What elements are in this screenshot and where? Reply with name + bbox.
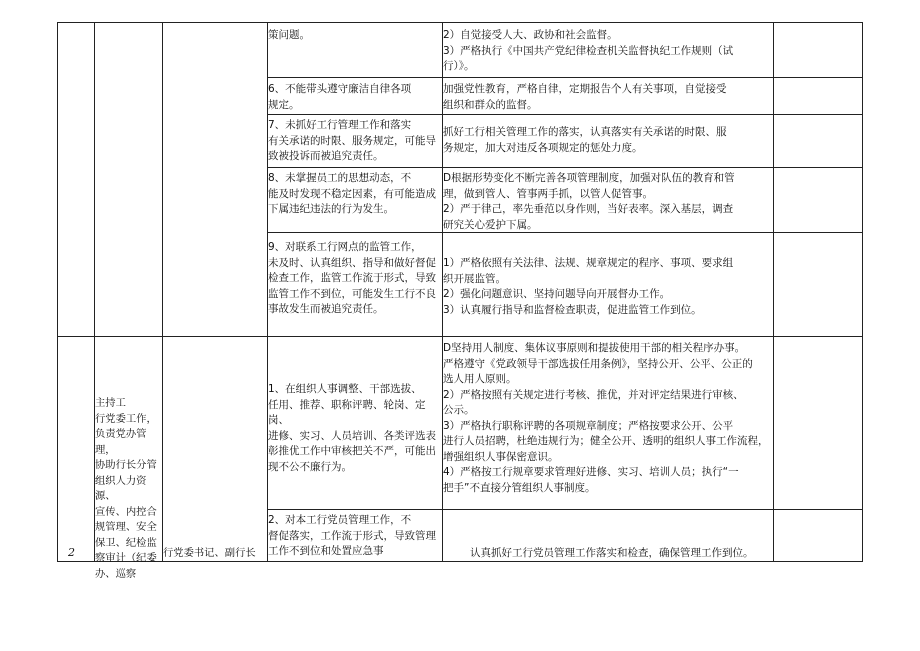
responsibility-text: 主持工 行党委工作， 负责党办管理， 协助行长分管 组织人力资源、 宣传、内控合 规管理、安全 保卫、纪检监 察审计（纪委 办、巡察 xyxy=(95,397,157,580)
risk-text: 7、未抓好工行管理工作和落实 有关承诺的时限、服务规定，可能导 致被投诉而被追究责任。 xyxy=(268,119,436,162)
row-number: 2 xyxy=(68,546,75,559)
measure-text: 1）严格依照有关法律、法规、规章规定的程序、事项、要求组 织开展监管。 2）强化问题意识、坚持问题导向开展督办工作。 3）认真履行指导和监督检查职责，促进监管工作到位。 xyxy=(443,257,734,316)
table-border-left xyxy=(57,22,58,562)
risk-text: 6、不能带头遵守廉洁自律各项 规定。 xyxy=(268,83,412,111)
measure-text: D根据形势变化不断完善各项管理制度，加强对队伍的教育和管 理，做到管人、管事两手抓，以管人促管事。 2）严于律己，率先垂范以身作则，当好表率。深入基层，调查 研究关心爱护下属。 xyxy=(443,172,735,231)
measure-text: D坚持用人制度、集体议事原则和提拔使用干部的相关程序办事。 严格遵守《党政领导干部选拔任用条例》，坚持公开、公平、公正的 选人用人原则。 2）严格按照有关规定进行考核、推优，并对评定结果进行审核、 公示。 3）严格执行职称评聘的各项规章制度；严格按要求公开、公平 进行人员招聘，杜绝违规行为；健全公开、透明的组织人事工作流程， 增强组织人事保密意识。 4）严格按工行规章要求管理好进修、实习、培训人员；执行“一 把手”不直接分管组织人事制度。 xyxy=(443,342,769,494)
row-divider xyxy=(267,509,863,510)
measure-text: 认真抓好工行党员管理工作落实和检查，确保管理工作到位。 xyxy=(470,547,754,559)
measure-text: 2）自觉接受人大、政协和社会监督。 3）严格执行《中国共产党纪律检查机关监督执纪工作规则（试 行）》。 xyxy=(443,29,734,72)
measure-text: 抓好工行相关管理工作的落实，认真落实有关承诺的时限、服 务规定，加大对违反各项规定的惩处力度。 xyxy=(443,126,727,154)
risk-text: 8、未掌握员工的思想动态，不 能及时发现不稳定因素，有可能造成 下属违纪违法的行为发生。 xyxy=(268,172,436,215)
section-divider xyxy=(57,336,863,337)
position-text: 行党委书记、副行长 xyxy=(163,547,256,559)
row-divider xyxy=(267,77,863,78)
risk-text: 1、在组织人事调整、干部选拔、 任用、推荐、职称评聘、轮岗、定岗、 进修、实习、人员培训、各类评选表 彰推优工作中审核把关不严，可能出 现不公不廉行为。 xyxy=(268,383,436,473)
risk-text: 策问题。 xyxy=(268,29,310,41)
row-divider xyxy=(267,114,863,115)
measure-text: 加强党性教育，严格自律，定期报告个人有关事项，自觉接受 组织和群众的监督。 xyxy=(443,83,727,111)
column-divider-5 xyxy=(773,22,774,562)
row-divider xyxy=(267,167,863,168)
risk-text: 9、对联系工行网点的监管工作， 未及时、认真组织、指导和做好督促 检查工作，监管工作流于形式，导致 监管工作不到位，可能发生工行不良 事故发生而被追究责任。 xyxy=(268,241,436,315)
table-border-top xyxy=(57,22,863,23)
risk-text: 2、对本工行党员管理工作，不 督促落实，工作流于形式，导致管理 工作不到位和处置应急事 xyxy=(268,514,436,557)
table-border-right xyxy=(862,22,863,562)
